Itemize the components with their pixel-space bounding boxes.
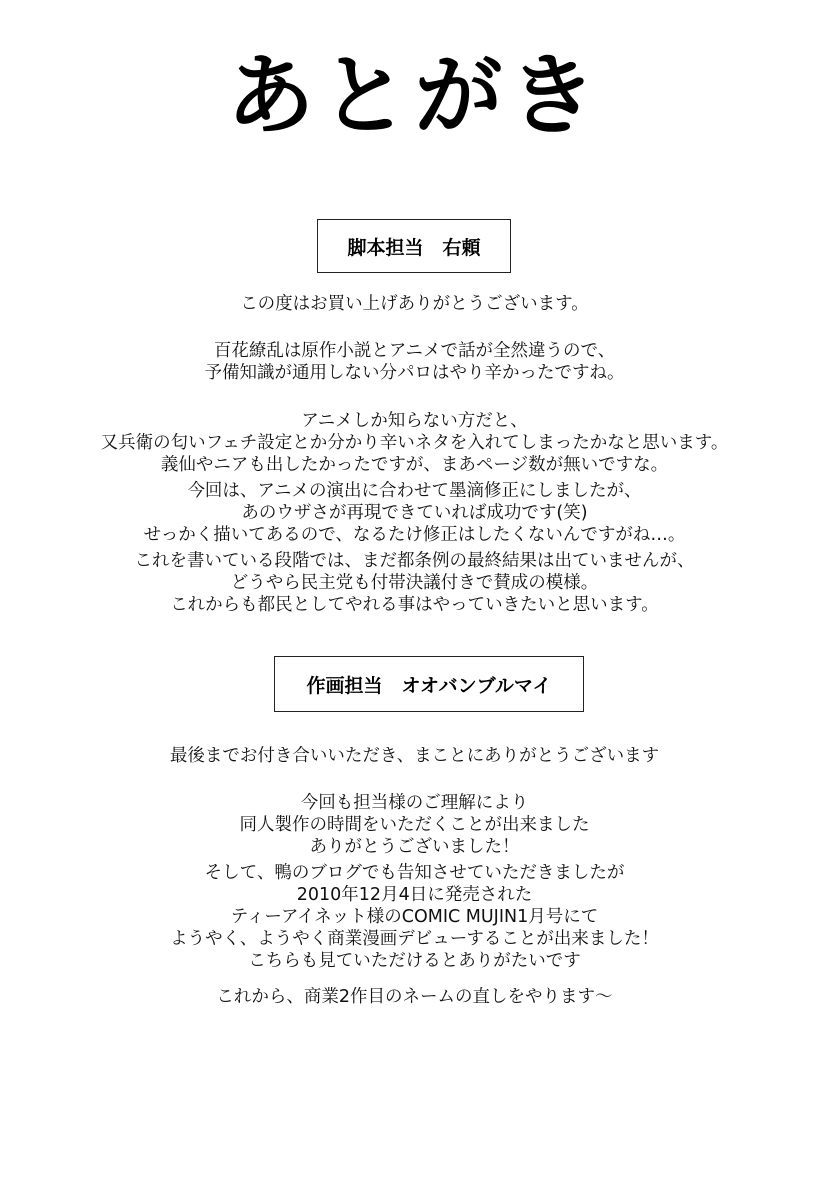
text-line: これから、商業2作目のネームの直しをやります〜 bbox=[216, 987, 613, 1007]
text-line: 同人製作の時間をいただくことが出来ました bbox=[239, 815, 590, 835]
paragraph bbox=[0, 792, 829, 858]
text-line: どうやら民主党も付帯決議付きで賛成の模様。 bbox=[230, 573, 599, 593]
text-line: 百花繚乱は原作小説とアニメで話が全然違うので、 bbox=[213, 341, 616, 361]
text-line: せっかく描いてあるので、なるたけ修正はしたくないんですがね…。 bbox=[143, 525, 686, 545]
text-line: 今回も担当様のご理解により bbox=[300, 793, 529, 813]
text-line: そして、鴨のブログでも告知させていただきましたが bbox=[204, 863, 625, 883]
text-line: これを書いている段階では、まだ都条例の最終結果は出ていませんが、 bbox=[134, 551, 695, 571]
section-heading-art: 作画担当 オオバンブルマイ bbox=[274, 656, 584, 712]
text-line: 又兵衛の匂いフェチ設定とか分かり辛いネタを入れてしまったかなと思います。 bbox=[100, 433, 729, 453]
text-line: ようやく、ようやく商業漫画デビューすることが出来ました！ bbox=[170, 929, 659, 949]
paragraph bbox=[0, 745, 829, 767]
paragraph bbox=[0, 410, 829, 476]
paragraph bbox=[0, 293, 829, 315]
paragraph bbox=[0, 862, 829, 972]
text-line: 最後までお付き合いいただき、まことにありがとうございます bbox=[169, 746, 660, 766]
text-line: ティーアイネット様のCOMIC MUJIN1月号にて bbox=[230, 907, 599, 927]
text-line: あのウザさが再現できていれば成功です(笑) bbox=[241, 503, 588, 523]
paragraph bbox=[0, 480, 829, 546]
text-line: この度はお買い上げありがとうございます。 bbox=[240, 294, 589, 314]
text-line: こちらも見ていただけるとありがたいです bbox=[248, 951, 581, 971]
text-line: 今回は、アニメの演出に合わせて墨滴修正にしましたが、 bbox=[187, 481, 642, 501]
section-heading-script: 脚本担当 右頼 bbox=[317, 219, 511, 273]
paragraph bbox=[0, 986, 829, 1008]
text-line: 2010年12月4日に発売された bbox=[296, 885, 533, 905]
paragraph bbox=[0, 550, 829, 616]
text-line: ありがとうございました！ bbox=[309, 837, 520, 857]
page-title: あとがき bbox=[226, 44, 603, 147]
text-line: これからも都民としてやれる事はやっていきたいと思います。 bbox=[170, 595, 659, 615]
text-line: 予備知識が通用しない分パロはやり辛かったですね。 bbox=[204, 363, 625, 383]
text-line: アニメしか知らない方だと、 bbox=[301, 411, 528, 431]
text-line: 義仙やニアも出したかったですが、まあページ数が無いですな。 bbox=[160, 455, 669, 475]
paragraph bbox=[0, 340, 829, 384]
